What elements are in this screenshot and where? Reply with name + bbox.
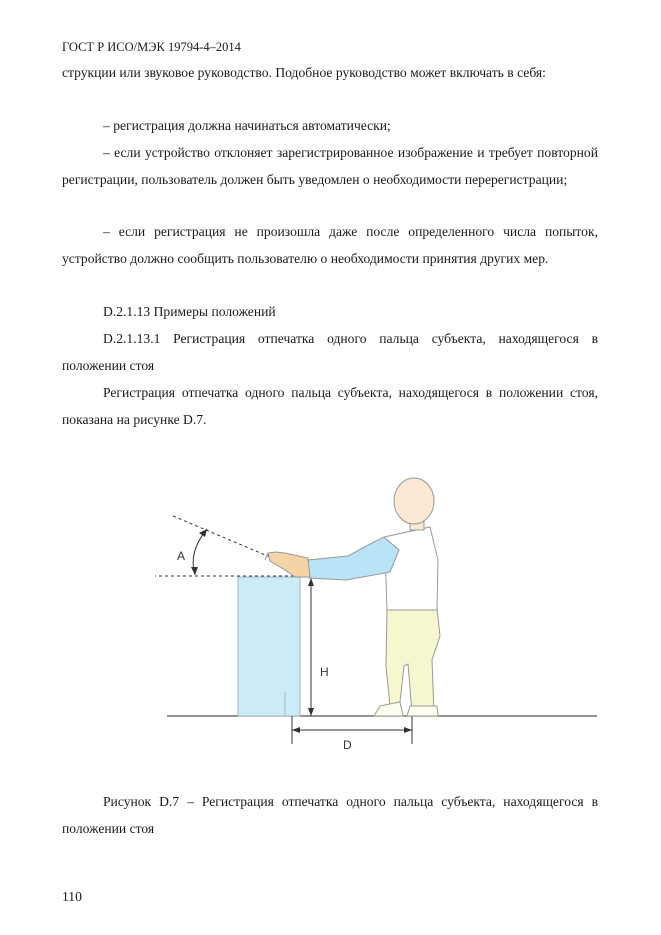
angle-label: A	[177, 549, 186, 563]
section-heading: D.2.1.13 Примеры положений	[103, 304, 276, 319]
page-number: 110	[62, 889, 82, 904]
list-item-rejected-image: – если устройство отклоняет зарегистрированное изображение и требует повторной регистрации, пользователь должен быть уведомлен о необходимости перерегистрации;	[62, 145, 598, 187]
figure-caption: Рисунок D.7 – Регистрация отпечатка одного пальца субъекта, находящегося в положении стоя	[62, 794, 598, 836]
list-item-auto-start: – регистрация должна начинаться автоматически;	[103, 118, 391, 133]
height-label: H	[320, 665, 329, 679]
figure-d7	[155, 470, 615, 770]
person-head	[394, 478, 434, 524]
subsection-heading: D.2.1.13.1 Регистрация отпечатка одного пальца субъекта, находящегося в положении стоя	[62, 331, 598, 373]
list-item-failed-attempts: – если регистрация не произошла даже после определенного числа попыток, устройство должно сообщить пользователю о необходимости принятия других мер.	[62, 224, 598, 266]
paragraph-continuation: струкции или звуковое руководство. Подобное руководство может включать в себя:	[62, 65, 546, 80]
figure-reference-paragraph: Регистрация отпечатка одного пальца субъекта, находящегося в положении стоя, показана на рисунке D.7.	[62, 385, 598, 427]
person-legs	[386, 608, 440, 712]
person-hand	[268, 552, 310, 577]
document-header: ГОСТ Р ИСО/МЭК 19794-4–2014	[62, 40, 241, 54]
device-pedestal	[238, 577, 300, 716]
person-shoe-back	[407, 706, 438, 716]
distance-label: D	[343, 738, 352, 752]
person-torso	[384, 527, 438, 610]
person-shoe-front	[374, 702, 403, 716]
